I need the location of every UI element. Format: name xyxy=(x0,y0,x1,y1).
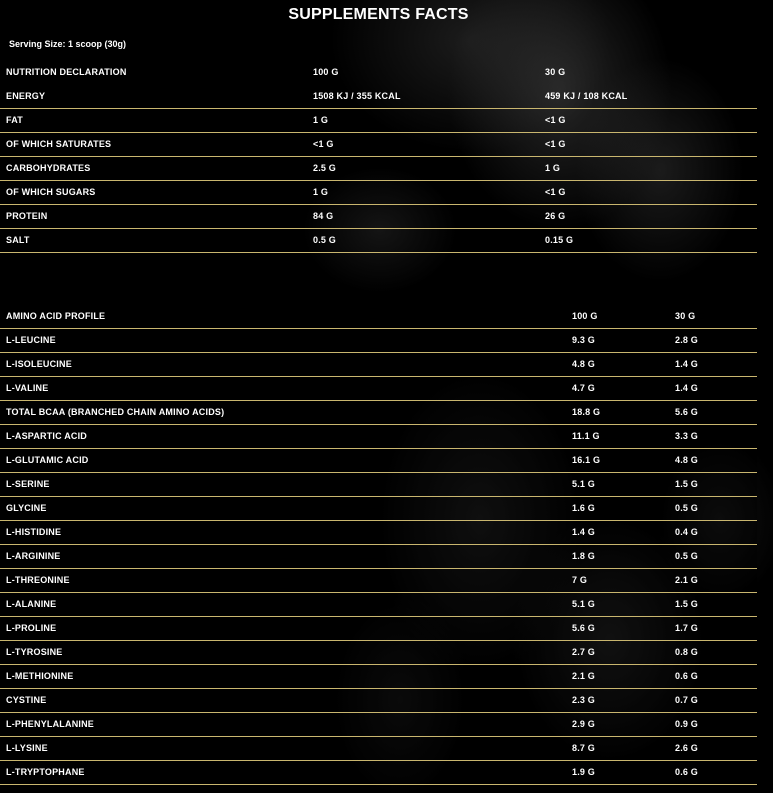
amino-30g: 0.6 G xyxy=(675,671,699,681)
amino-name: L-METHIONINE xyxy=(6,671,74,681)
nutrition-row xyxy=(0,156,757,181)
amino-row xyxy=(0,664,757,689)
amino-30g: 0.4 G xyxy=(675,527,699,537)
nutrient-name: SALT xyxy=(6,235,30,245)
amino-header-label: AMINO ACID PROFILE xyxy=(6,311,106,321)
nutrient-30g: 1 G xyxy=(545,163,561,173)
nutrition-row xyxy=(0,132,757,157)
amino-name: L-ASPARTIC ACID xyxy=(6,431,87,441)
amino-header-30g: 30 G xyxy=(675,311,696,321)
nutrition-row xyxy=(0,180,757,205)
nutrient-name: CARBOHYDRATES xyxy=(6,163,91,173)
amino-row xyxy=(0,568,757,593)
nutrient-name: OF WHICH SUGARS xyxy=(6,187,96,197)
amino-row xyxy=(0,352,757,377)
amino-row xyxy=(0,400,757,425)
amino-100g: 8.7 G xyxy=(572,743,596,753)
nutrient-30g: 0.15 G xyxy=(545,235,574,245)
amino-30g: 3.3 G xyxy=(675,431,699,441)
nutrient-100g: <1 G xyxy=(313,139,334,149)
amino-100g: 18.8 G xyxy=(572,407,601,417)
nutrient-100g: 84 G xyxy=(313,211,334,221)
nutrient-30g: 26 G xyxy=(545,211,566,221)
nutrition-header-100g: 100 G xyxy=(313,67,339,77)
nutrient-name: ENERGY xyxy=(6,91,46,101)
amino-30g: 1.7 G xyxy=(675,623,699,633)
amino-30g: 1.4 G xyxy=(675,359,699,369)
amino-100g: 7 G xyxy=(572,575,588,585)
amino-30g: 0.8 G xyxy=(675,647,699,657)
amino-30g: 1.5 G xyxy=(675,599,699,609)
amino-100g: 1.6 G xyxy=(572,503,596,513)
amino-row xyxy=(0,736,757,761)
amino-row xyxy=(0,496,757,521)
amino-row xyxy=(0,328,757,353)
nutrition-header-row xyxy=(0,60,757,84)
amino-name: TOTAL BCAA (BRANCHED CHAIN AMINO ACIDS) xyxy=(6,407,225,417)
amino-name: L-PHENYLALANINE xyxy=(6,719,94,729)
amino-100g: 5.6 G xyxy=(572,623,596,633)
amino-name: L-ISOLEUCINE xyxy=(6,359,72,369)
amino-100g: 4.8 G xyxy=(572,359,596,369)
amino-100g: 9.3 G xyxy=(572,335,596,345)
amino-100g: 16.1 G xyxy=(572,455,601,465)
amino-header-100g: 100 G xyxy=(572,311,598,321)
amino-row xyxy=(0,616,757,641)
amino-name: L-HISTIDINE xyxy=(6,527,62,537)
amino-30g: 4.8 G xyxy=(675,455,699,465)
nutrient-100g: 1 G xyxy=(313,115,329,125)
amino-30g: 2.1 G xyxy=(675,575,699,585)
nutrient-100g: 2.5 G xyxy=(313,163,337,173)
page-title: SUPPLEMENTS FACTS xyxy=(288,6,469,23)
amino-row xyxy=(0,712,757,737)
amino-row xyxy=(0,592,757,617)
amino-30g: 2.6 G xyxy=(675,743,699,753)
amino-row xyxy=(0,472,757,497)
nutrient-100g: 0.5 G xyxy=(313,235,337,245)
nutrient-100g: 1508 KJ / 355 KCAL xyxy=(313,91,401,101)
amino-100g: 2.1 G xyxy=(572,671,596,681)
nutrient-name: FAT xyxy=(6,115,23,125)
amino-30g: 2.8 G xyxy=(675,335,699,345)
amino-30g: 0.9 G xyxy=(675,719,699,729)
nutrient-30g: <1 G xyxy=(545,139,566,149)
serving-size: Serving Size: 1 scoop (30g) xyxy=(9,39,127,49)
amino-row xyxy=(0,520,757,545)
nutrition-header-30g: 30 G xyxy=(545,67,566,77)
amino-100g: 2.7 G xyxy=(572,647,596,657)
nutrient-name: OF WHICH SATURATES xyxy=(6,139,112,149)
amino-name: L-THREONINE xyxy=(6,575,70,585)
amino-30g: 0.5 G xyxy=(675,503,699,513)
amino-header-row xyxy=(0,304,757,329)
amino-30g: 0.5 G xyxy=(675,551,699,561)
amino-name: L-VALINE xyxy=(6,383,49,393)
amino-row xyxy=(0,688,757,713)
amino-100g: 11.1 G xyxy=(572,431,600,441)
amino-30g: 0.7 G xyxy=(675,695,699,705)
amino-100g: 5.1 G xyxy=(572,599,596,609)
amino-row xyxy=(0,640,757,665)
nutrient-100g: 1 G xyxy=(313,187,329,197)
nutrition-row xyxy=(0,84,757,109)
nutrient-name: PROTEIN xyxy=(6,211,48,221)
nutrition-row xyxy=(0,108,757,133)
amino-100g: 2.3 G xyxy=(572,695,596,705)
amino-30g: 0.6 G xyxy=(675,767,699,777)
amino-row xyxy=(0,544,757,569)
amino-100g: 4.7 G xyxy=(572,383,596,393)
amino-100g: 2.9 G xyxy=(572,719,596,729)
nutrition-row xyxy=(0,228,757,253)
amino-30g: 5.6 G xyxy=(675,407,699,417)
amino-100g: 1.4 G xyxy=(572,527,596,537)
amino-100g: 5.1 G xyxy=(572,479,596,489)
nutrient-30g: <1 G xyxy=(545,115,566,125)
amino-30g: 1.4 G xyxy=(675,383,699,393)
amino-row xyxy=(0,376,757,401)
amino-100g: 1.8 G xyxy=(572,551,596,561)
amino-30g: 1.5 G xyxy=(675,479,699,489)
amino-name: L-GLUTAMIC ACID xyxy=(6,455,89,465)
amino-name: GLYCINE xyxy=(6,503,47,513)
amino-name: L-PROLINE xyxy=(6,623,57,633)
nutrient-30g: 459 KJ / 108 KCAL xyxy=(545,91,628,101)
amino-name: L-LYSINE xyxy=(6,743,48,753)
amino-name: L-LEUCINE xyxy=(6,335,56,345)
amino-row xyxy=(0,448,757,473)
amino-name: CYSTINE xyxy=(6,695,47,705)
amino-name: L-SERINE xyxy=(6,479,50,489)
amino-100g: 1.9 G xyxy=(572,767,596,777)
amino-name: L-ARGININE xyxy=(6,551,61,561)
amino-row xyxy=(0,424,757,449)
nutrient-30g: <1 G xyxy=(545,187,566,197)
nutrition-row xyxy=(0,204,757,229)
amino-name: L-TRYPTOPHANE xyxy=(6,767,85,777)
amino-name: L-ALANINE xyxy=(6,599,57,609)
amino-name: L-TYROSINE xyxy=(6,647,63,657)
amino-row xyxy=(0,760,757,785)
nutrition-header-label: NUTRITION DECLARATION xyxy=(6,67,127,77)
